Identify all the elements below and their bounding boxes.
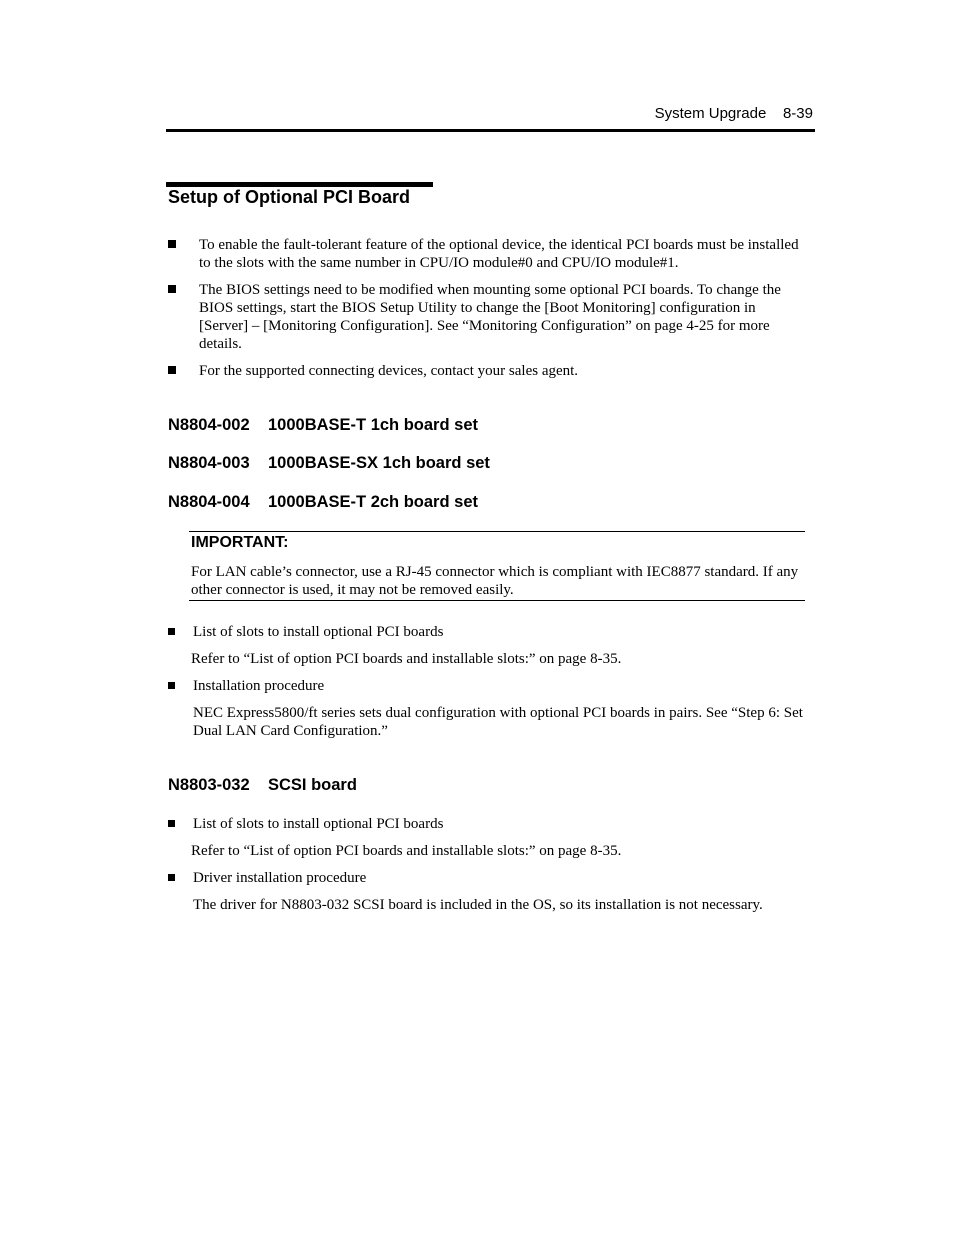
- header-rule: [166, 129, 815, 132]
- scsi-item-2-body: The driver for N8803-032 SCSI board is included in the OS, so its installation is not necessary.: [193, 897, 763, 913]
- board-heading-n8804-002: N8804-002 1000BASE-T 1ch board set: [168, 416, 478, 434]
- lan-item-2-title: Installation procedure: [193, 678, 325, 694]
- bullet-square-icon: [168, 240, 176, 248]
- intro-bullet-3: For the supported connecting devices, contact your sales agent.: [199, 363, 579, 379]
- bullet-square-icon: [168, 820, 175, 827]
- bullet-square-icon: [168, 682, 175, 689]
- important-label: IMPORTANT:: [191, 534, 289, 551]
- header-section: System Upgrade: [654, 105, 767, 122]
- lan-item-2-body: NEC Express5800/ft series sets dual configuration with optional PCI boards in pairs. See “Step 6: Set Dual LAN Card Configuration.”: [193, 705, 803, 739]
- board-heading-n8803-032: N8803-032 SCSI board: [168, 776, 357, 794]
- scsi-item-2-title: Driver installation procedure: [193, 870, 367, 886]
- running-header: [655, 105, 813, 122]
- important-top-rule: [189, 531, 805, 532]
- board-heading-n8804-003: N8804-003 1000BASE-SX 1ch board set: [168, 454, 490, 472]
- board-heading-n8804-004: N8804-004 1000BASE-T 2ch board set: [168, 493, 478, 511]
- important-text: For LAN cable’s connector, use a RJ-45 connector which is compliant with IEC8877 standard. If any other connector is used, it may not be removed easily.: [191, 564, 799, 598]
- bullet-square-icon: [168, 628, 175, 635]
- scsi-item-1-title: List of slots to install optional PCI boards: [193, 816, 444, 832]
- intro-bullet-2: The BIOS settings need to be modified when mounting some optional PCI boards. To change the BIOS settings, start the BIOS Setup Utility to change the [Boot Monitoring] configuration in [Server] – [Monitoring Configuration]. See “Monitoring Configuration” on page 4-25 for more details.: [199, 282, 781, 352]
- scsi-item-1-body: Refer to “List of option PCI boards and installable slots:” on page 8-35.: [191, 843, 622, 859]
- bullet-square-icon: [168, 285, 176, 293]
- important-bottom-rule: [189, 600, 805, 601]
- intro-bullet-1: To enable the fault-tolerant feature of the optional device, the identical PCI boards must be installed to the slots with the same number in CPU/IO module#0 and CPU/IO module#1.: [199, 237, 799, 271]
- lan-item-1-title: List of slots to install optional PCI boards: [193, 624, 444, 640]
- page-number: 8-39: [782, 105, 813, 122]
- bullet-square-icon: [168, 366, 176, 374]
- bullet-square-icon: [168, 874, 175, 881]
- lan-item-1-body: Refer to “List of option PCI boards and installable slots:” on page 8-35.: [191, 651, 622, 667]
- section-title: Setup of Optional PCI Board: [168, 187, 410, 207]
